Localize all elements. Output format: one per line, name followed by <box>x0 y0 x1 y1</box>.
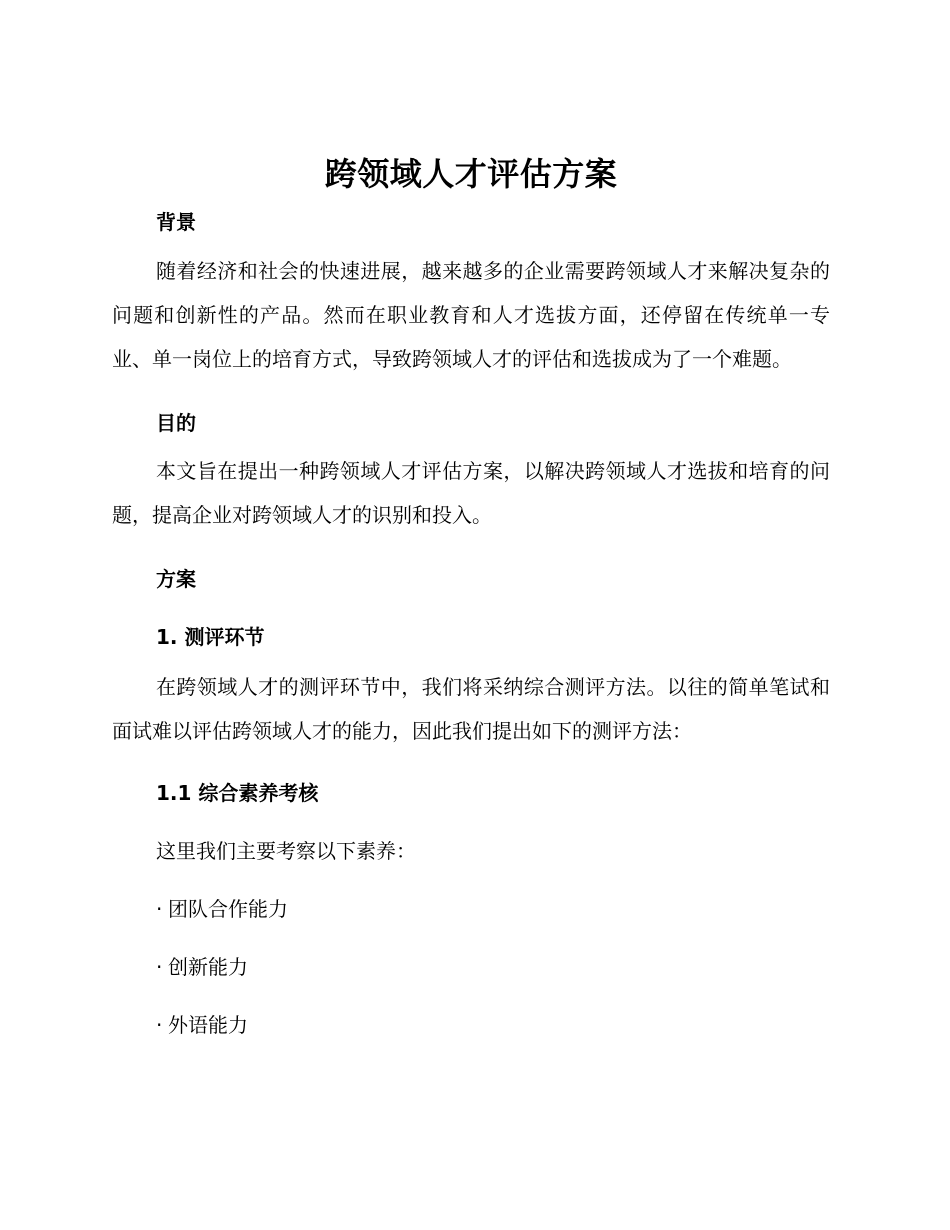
paragraph-purpose: 本文旨在提出一种跨领域人才评估方案，以解决跨领域人才选拔和培育的问题，提高企业对跨领域人才的识别和投入。 <box>112 459 830 527</box>
bullet-icon: · <box>156 897 163 921</box>
section-heading-background: 背景 <box>156 210 196 234</box>
list-item-label: 创新能力 <box>168 955 248 979</box>
list-item <box>112 895 830 923</box>
list-item <box>112 1011 830 1039</box>
paragraph-assessment: 在跨领域人才的测评环节中，我们将采纳综合测评方法。以往的简单笔试和面试难以评估跨领域人才的能力，因此我们提出如下的测评方法： <box>112 675 830 743</box>
paragraph-quality-intro: 这里我们主要考察以下素养： <box>156 839 416 863</box>
list-item-label: 团队合作能力 <box>168 897 288 921</box>
section-heading-purpose: 目的 <box>156 411 196 435</box>
list-item-label: 外语能力 <box>168 1013 248 1037</box>
document-title: 跨领域人才评估方案 <box>324 155 618 193</box>
subsection-heading-assessment: 1. 测评环节 <box>156 625 265 649</box>
section-heading-plan: 方案 <box>156 567 196 591</box>
subsection-heading-comprehensive-quality: 1.1 综合素养考核 <box>156 781 319 805</box>
bullet-icon: · <box>156 955 163 979</box>
paragraph-background: 随着经济和社会的快速进展，越来越多的企业需要跨领域人才来解决复杂的问题和创新性的产品。然而在职业教育和人才选拔方面，还停留在传统单一专业、单一岗位上的培育方式，导致跨领域人才的评估和选拔成为了一个难题。 <box>112 259 830 371</box>
bullet-icon: · <box>156 1013 163 1037</box>
list-item <box>112 953 830 981</box>
